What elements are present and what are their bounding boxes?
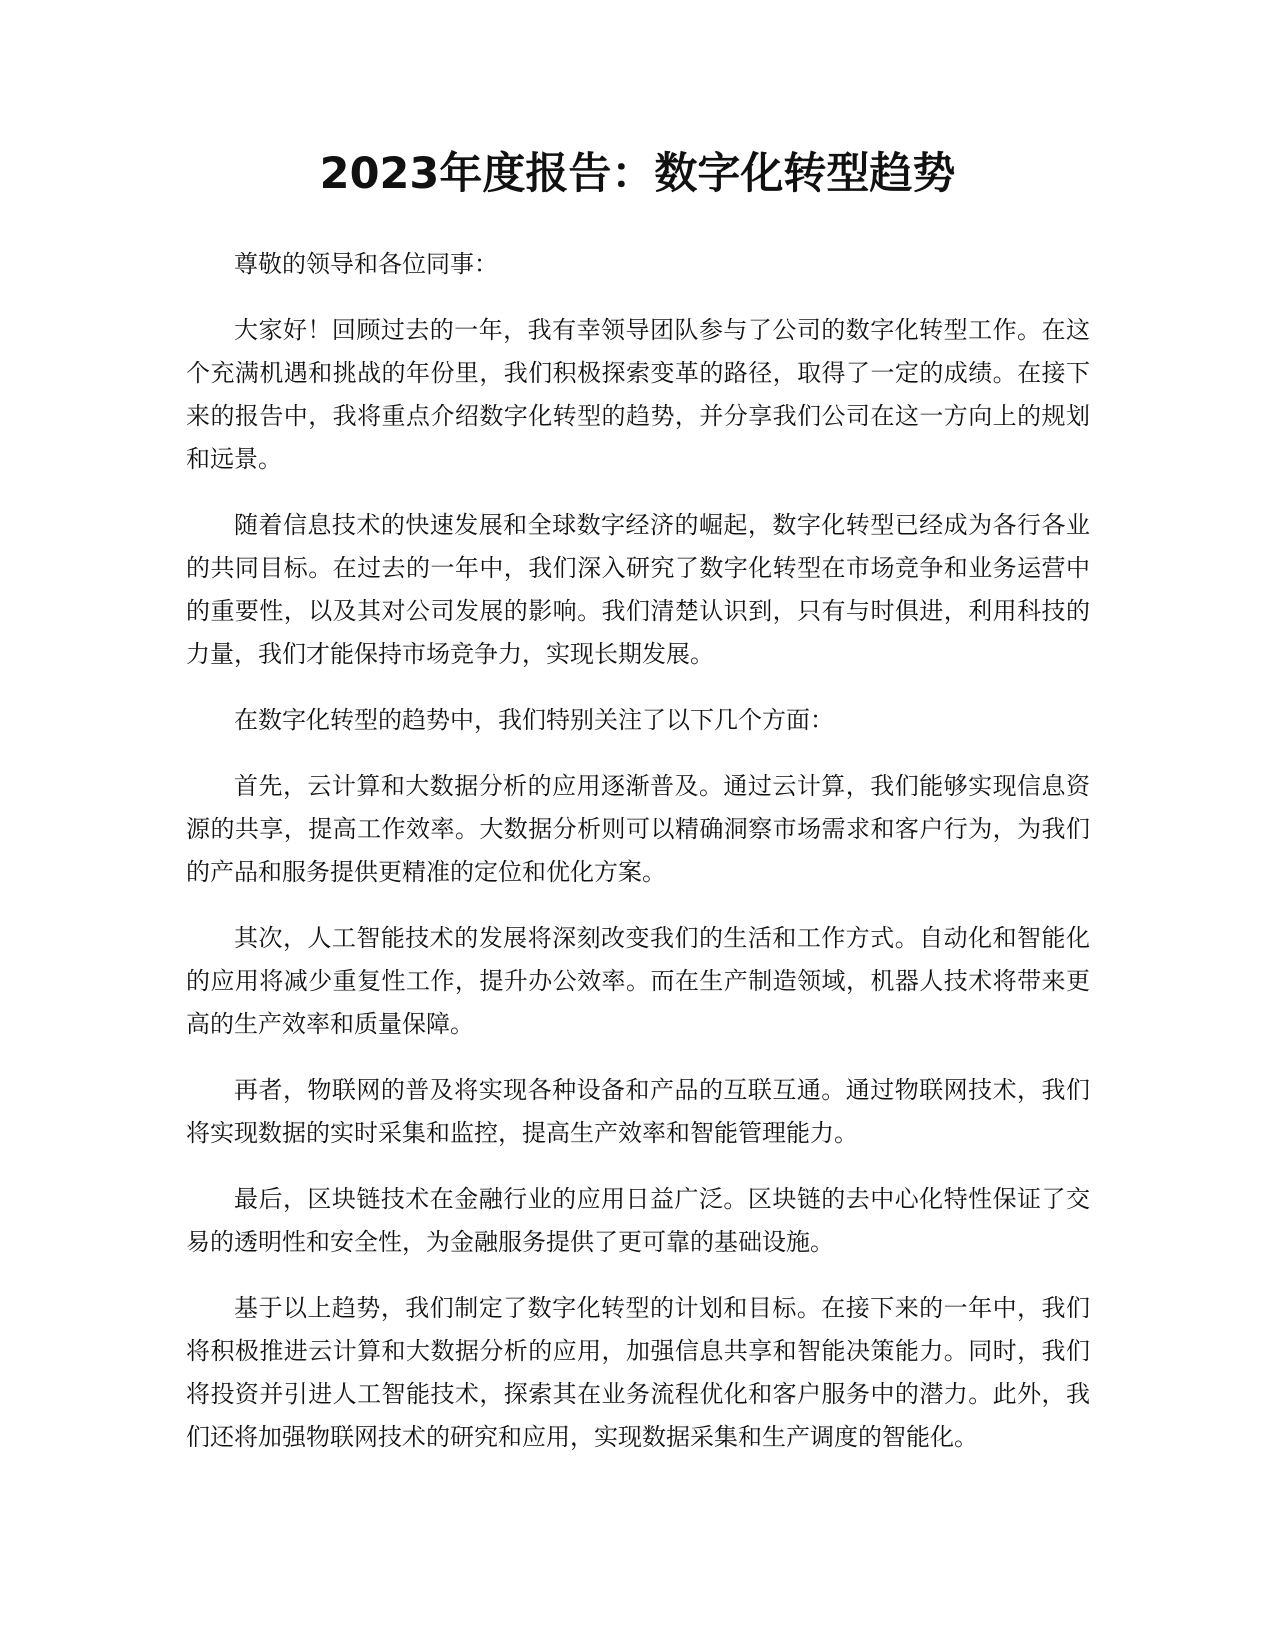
paragraph-ai: 其次，人工智能技术的发展将深刻改变我们的生活和工作方式。自动化和智能化的应用将减少重复性工作，提升办公效率。而在生产制造领域，机器人技术将带来更高的生产效率和质量保障。 bbox=[186, 924, 1090, 1038]
paragraph-iot: 再者，物联网的普及将实现各种设备和产品的互联互通。通过物联网技术，我们将实现数据的实时采集和监控，提高生产效率和智能管理能力。 bbox=[186, 1076, 1090, 1147]
paragraph-focus-intro: 在数字化转型的趋势中，我们特别关注了以下几个方面： bbox=[234, 706, 834, 734]
paragraph-background: 随着信息技术的快速发展和全球数字经济的崛起，数字化转型已经成为各行各业的共同目标。在过去的一年中，我们深入研究了数字化转型在市场竞争和业务运营中的重要性，以及其对公司发展的影响。我们清楚认识到，只有与时俱进，利用科技的力量，我们才能保持市场竞争力，实现长期发展。 bbox=[186, 511, 1090, 668]
document-body bbox=[186, 243, 1090, 1482]
paragraph-salutation: 尊敬的领导和各位同事： bbox=[234, 250, 498, 278]
paragraph-plan: 基于以上趋势，我们制定了数字化转型的计划和目标。在接下来的一年中，我们将积极推进云计算和大数据分析的应用，加强信息共享和智能决策能力。同时，我们将投资并引进人工智能技术，探索其在业务流程优化和客户服务中的潜力。此外，我们还将加强物联网技术的研究和应用，实现数据采集和生产调度的智能化。 bbox=[186, 1294, 1090, 1451]
page-title: 2023年度报告：数字化转型趋势 bbox=[319, 149, 956, 199]
paragraph-blockchain: 最后，区块链技术在金融行业的应用日益广泛。区块链的去中心化特性保证了交易的透明性和安全性，为金融服务提供了更可靠的基础设施。 bbox=[186, 1185, 1090, 1256]
paragraph-cloud-bigdata: 首先，云计算和大数据分析的应用逐渐普及。通过云计算，我们能够实现信息资源的共享，提高工作效率。大数据分析则可以精确洞察市场需求和客户行为，为我们的产品和服务提供更精准的定位和优化方案。 bbox=[186, 772, 1090, 886]
paragraph-greeting: 大家好！回顾过去的一年，我有幸领导团队参与了公司的数字化转型工作。在这个充满机遇和挑战的年份里，我们积极探索变革的路径，取得了一定的成绩。在接下来的报告中，我将重点介绍数字化转型的趋势，并分享我们公司在这一方向上的规划和远景。 bbox=[186, 316, 1090, 473]
